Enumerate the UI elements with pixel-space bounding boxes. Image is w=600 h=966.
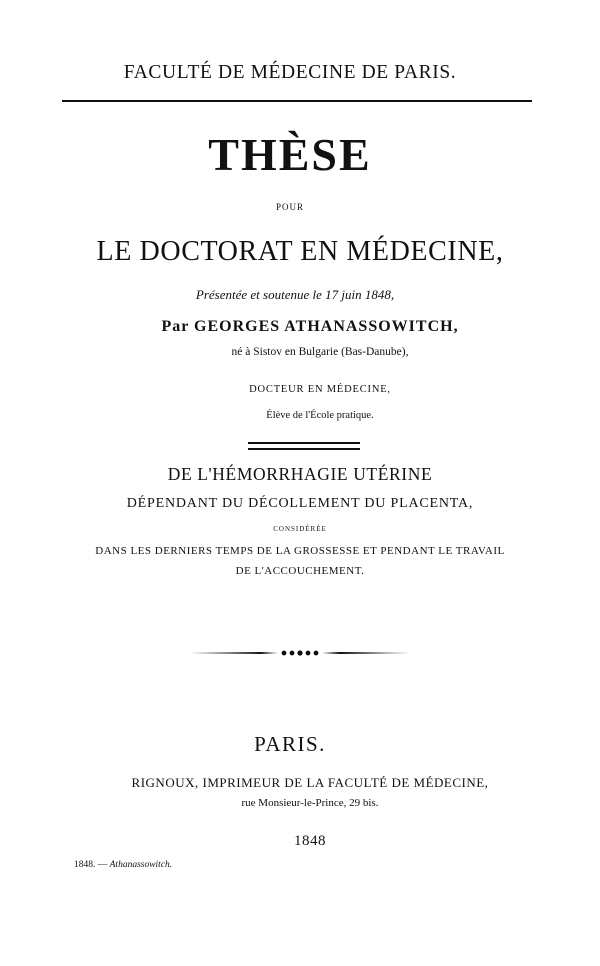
imprint-year: 1848 bbox=[294, 833, 326, 849]
subject-subtitle: DÉPENDANT DU DÉCOLLEMENT DU PLACENTA, bbox=[126, 496, 474, 511]
imprint-city: PARIS. bbox=[254, 732, 326, 756]
presentation-date: Présentée et soutenue le 17 juin 1848, bbox=[195, 287, 395, 302]
subject-context: DANS LES DERNIERS TEMPS DE LA GROSSESSE ET PENDANT LE TRAVAIL bbox=[95, 545, 505, 557]
subject-consideree: CONSIDÉRÉE bbox=[273, 525, 327, 533]
footer-signature bbox=[74, 860, 172, 870]
footer-year: 1848. bbox=[74, 860, 96, 870]
imprint-printer: RIGNOUX, IMPRIMEUR DE LA FACULTÉ DE MÉDECINE, bbox=[131, 775, 489, 790]
footer-name: Athanassowitch. bbox=[109, 860, 173, 870]
thesis-title: THÈSE bbox=[208, 129, 372, 180]
ornament-rule bbox=[190, 646, 410, 660]
subject-title: DE L'HÉMORRHAGIE UTÉRINE bbox=[167, 464, 433, 484]
pour-label: POUR bbox=[275, 202, 304, 212]
subject-context-end: DE L'ACCOUCHEMENT. bbox=[235, 565, 365, 577]
author-birthplace: né à Sistov en Bulgarie (Bas-Danube), bbox=[231, 346, 409, 358]
top-rule bbox=[62, 100, 532, 102]
author-degree: DOCTEUR EN MÉDECINE, bbox=[249, 384, 391, 395]
double-rule bbox=[248, 442, 360, 450]
imprint-address: rue Monsieur-le-Prince, 29 bis. bbox=[241, 797, 379, 809]
degree-title: LE DOCTORAT EN MÉDECINE, bbox=[96, 236, 504, 267]
footer-dash: — bbox=[95, 860, 110, 870]
author-school: Élève de l'École pratique. bbox=[266, 410, 374, 421]
author-line: Par GEORGES ATHANASSOWITCH, bbox=[161, 318, 459, 335]
faculty-heading: FACULTÉ DE MÉDECINE DE PARIS. bbox=[123, 62, 457, 83]
